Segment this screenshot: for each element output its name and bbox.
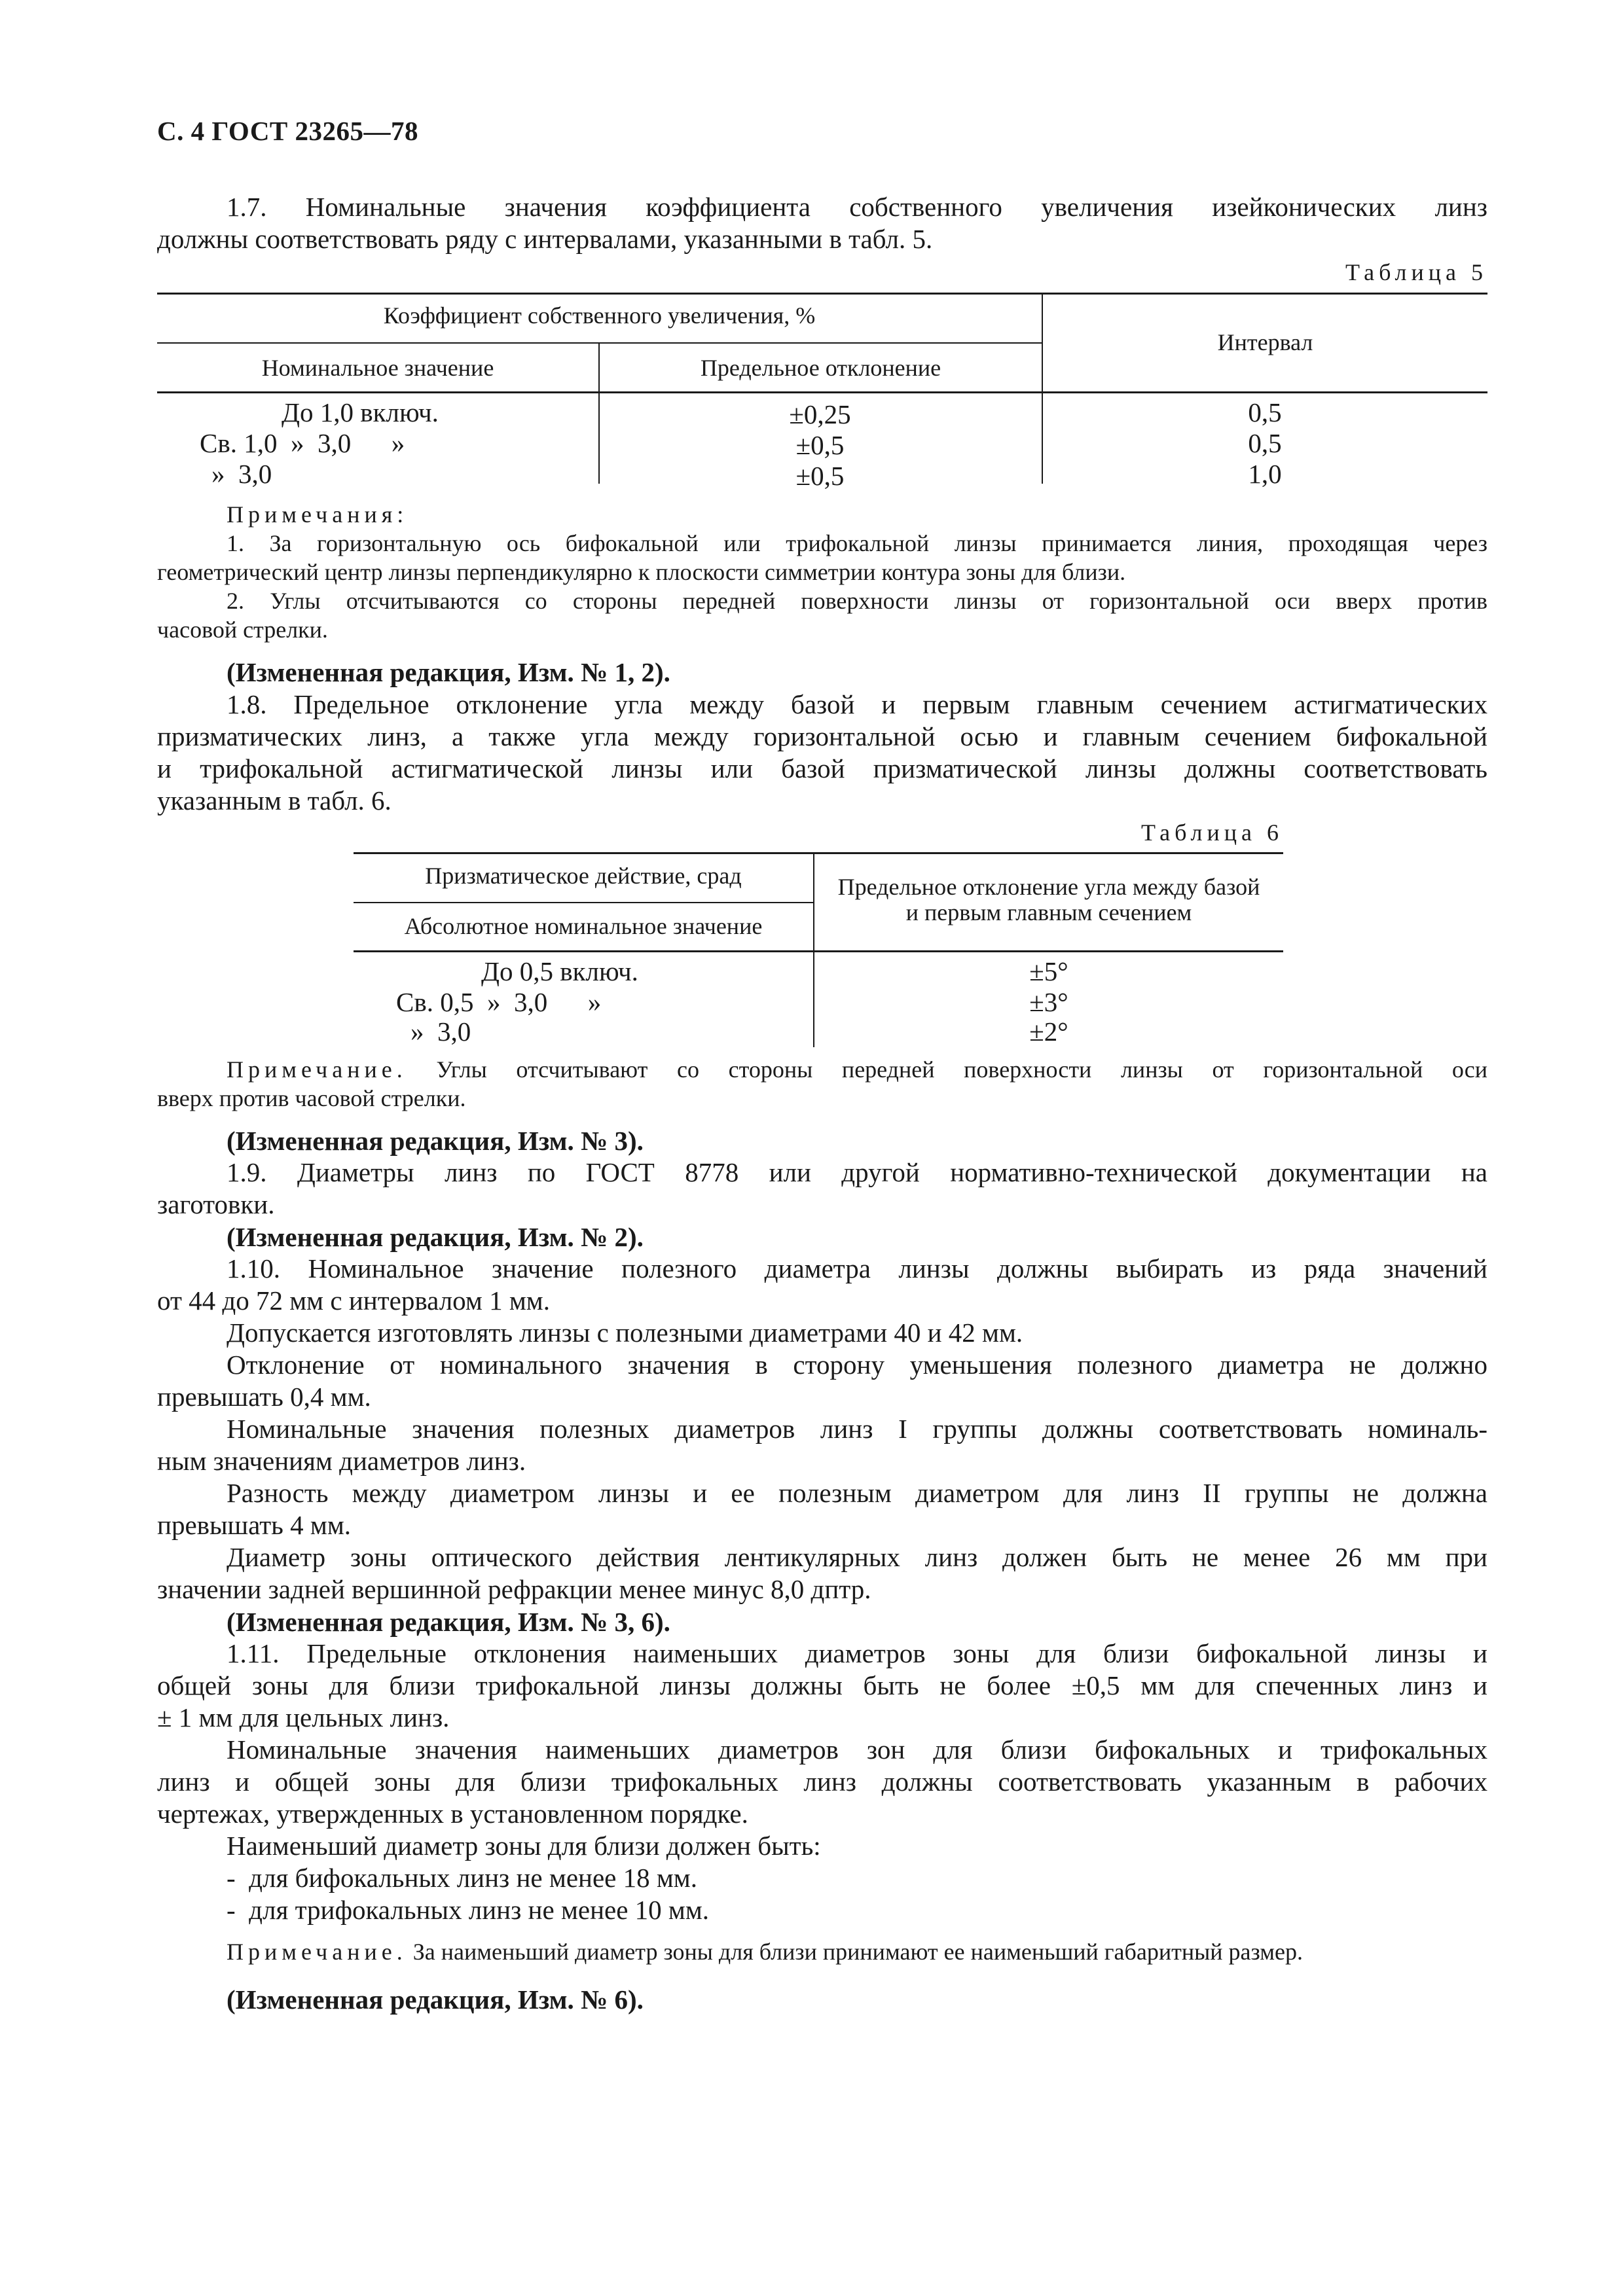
paragraph-1-10-allow: Допускается изготовлять линзы с полезными диаметрами 40 и 42 мм. [227, 1318, 1023, 1348]
paragraph-1-11-line-1: 1.11. Предельные отклонения наименьших диаметров зоны для близи бифокальной линзы и [227, 1638, 1487, 1668]
paragraph-1-10-deviation-line-2: превышать 0,4 мм. [157, 1382, 371, 1412]
paragraph-1-10-nominal-line-2: ным значениям диаметров линз. [157, 1446, 526, 1476]
table-cell: ±3° [1029, 987, 1068, 1017]
notes5-title: Примечания: [227, 501, 409, 528]
paragraph-1-7-line-1: 1.7. Номинальные значения коэффициента собственного увеличения изейконических линз [227, 192, 1487, 222]
paragraph-1-9-line-2: заготовки. [157, 1189, 275, 1219]
notes5-item-2-line-1: 2. Углы отсчитываются со стороны передней поверхности линзы от горизонтальной оси вверх против [227, 588, 1487, 614]
paragraph-1-11-min-diameter: Наименьший диаметр зоны для близи должен быть: [227, 1831, 821, 1861]
notes5-item-1-line-2: геометрический центр линзы перпендикулярно к плоскости симметрии контура зоны для близи. [157, 559, 1126, 585]
paragraph-1-10-difference-line-1: Разность между диаметром линзы и ее полезным диаметром для линз II группы не должна [227, 1478, 1487, 1508]
table-row: Св. 1,0 » 3,0 » [200, 428, 405, 458]
note111-label: Примечание. [227, 1939, 407, 1965]
table-cell: ±0,5 [795, 461, 845, 491]
amendment-2: (Измененная редакция, Изм. № 2). [227, 1222, 644, 1252]
note6-text: Углы отсчитывают со стороны передней поверхности линзы от горизонтальной оси [407, 1056, 1487, 1083]
paragraph-1-10-line-1: 1.10. Номинальное значение полезного диаметра линзы должны выбирать из ряда значений [227, 1253, 1487, 1283]
paragraph-1-11-line-2: общей зоны для близи трифокальной линзы должны быть не более ±0,5 мм для спеченных линз и [157, 1670, 1487, 1700]
table-cell: ±5° [1029, 956, 1068, 986]
paragraph-1-11-line-3: ± 1 мм для цельных линз. [157, 1702, 450, 1732]
paragraph-1-11-nominal-line-1: Номинальные значения наименьших диаметров зон для близи бифокальных и трифокальных [227, 1734, 1487, 1765]
amendment-3: (Измененная редакция, Изм. № 3). [227, 1126, 644, 1156]
paragraph-1-10-zone-line-1: Диаметр зоны оптического действия лентикулярных линз должен быть не менее 26 мм при [227, 1542, 1487, 1572]
table5-caption: Таблица 5 [1345, 259, 1487, 285]
paragraph-1-9-line-1: 1.9. Диаметры линз по ГОСТ 8778 или другой нормативно-технической документации на [227, 1157, 1487, 1187]
table-cell: ±0,5 [795, 430, 845, 460]
table-cell: ±2° [1029, 1016, 1068, 1047]
table5-group-header: Коэффициент собственного увеличения, % [383, 302, 816, 329]
table6-col-subheader: Абсолютное номинальное значение [404, 913, 763, 939]
note111 [157, 1937, 1487, 1966]
table-row: » 3,0 [410, 1016, 471, 1047]
table5-col-deviation: Предельное отклонение [700, 355, 941, 381]
table6-col2-header-line-2: и первым главным сечением [905, 899, 1192, 925]
paragraph-1-11-nominal-line-2: линз и общей зоны для близи трифокальных линз должны соответствовать указанным в рабочих [157, 1767, 1487, 1797]
table-cell: ±0,25 [789, 399, 851, 429]
table-row: До 0,5 включ. [481, 956, 638, 986]
paragraph-1-8-line-4: указанным в табл. 6. [157, 785, 392, 816]
table-cell: 0,5 [1248, 397, 1282, 427]
paragraph-1-8-line-1: 1.8. Предельное отклонение угла между базой и первым главным сечением астигматических [227, 689, 1487, 719]
table-row: До 1,0 включ. [282, 397, 439, 427]
paragraph-1-10-deviation-line-1: Отклонение от номинального значения в сторону уменьшения полезного диаметра не должно [227, 1350, 1487, 1380]
table5-col-nominal: Номинальное значение [261, 355, 494, 381]
note6-line-1 [157, 1055, 1487, 1084]
amendment-1-2: (Измененная редакция, Изм. № 1, 2). [227, 657, 670, 687]
paragraph-1-10-zone-line-2: значении задней вершинной рефракции менее минус 8,0 дптр. [157, 1574, 871, 1604]
amendment-3-6: (Измененная редакция, Изм. № 3, 6). [227, 1607, 670, 1637]
list-item-trifocal: - для трифокальных линз не менее 10 мм. [227, 1895, 710, 1925]
table-row: Св. 0,5 » 3,0 » [396, 987, 602, 1017]
paragraph-1-7-line-2: должны соответствовать ряду с интервалами, указанными в табл. 5. [157, 224, 933, 254]
table5-col-interval: Интервал [1217, 329, 1313, 355]
table6-col2-header-line-1: Предельное отклонение угла между базой [837, 874, 1260, 900]
paragraph-1-8-line-3: и трифокальной астигматической линзы или базой призматической линзы должны соответствовать [157, 753, 1487, 783]
amendment-6: (Измененная редакция, Изм. № 6). [227, 1984, 644, 2015]
note6-line-2: вверх против часовой стрелки. [157, 1085, 466, 1111]
page-header: С. 4 ГОСТ 23265—78 [157, 116, 419, 146]
table6-col-header: Призматическое действие, срад [425, 863, 742, 889]
list-item-bifocal: - для бифокальных линз не менее 18 мм. [227, 1863, 698, 1893]
table-cell: 1,0 [1248, 459, 1282, 489]
note111-text: За наименьший диаметр зоны для близи принимают ее наименьший габаритный размер. [407, 1939, 1303, 1965]
paragraph-1-10-nominal-line-1: Номинальные значения полезных диаметров линз I группы должны соответствовать номиналь- [227, 1414, 1487, 1444]
notes5-item-1-line-1: 1. За горизонтальную ось бифокальной или трифокальной линзы принимается линия, проходящая через [227, 530, 1487, 556]
table-row: » 3,0 [211, 459, 272, 489]
paragraph-1-11-nominal-line-3: чертежах, утвержденных в установленном порядке. [157, 1799, 748, 1829]
notes5-item-2-line-2: часовой стрелки. [157, 617, 328, 643]
paragraph-1-10-line-2: от 44 до 72 мм с интервалом 1 мм. [157, 1285, 550, 1316]
paragraph-1-10-difference-line-2: превышать 4 мм. [157, 1510, 352, 1540]
table-cell: 0,5 [1248, 428, 1282, 458]
paragraph-1-8-line-2: призматических линз, а также угла между горизонтальной осью и главным сечением бифокальной [157, 721, 1487, 751]
note6-label: Примечание. [227, 1056, 407, 1083]
table6-caption: Таблица 6 [1141, 819, 1283, 846]
